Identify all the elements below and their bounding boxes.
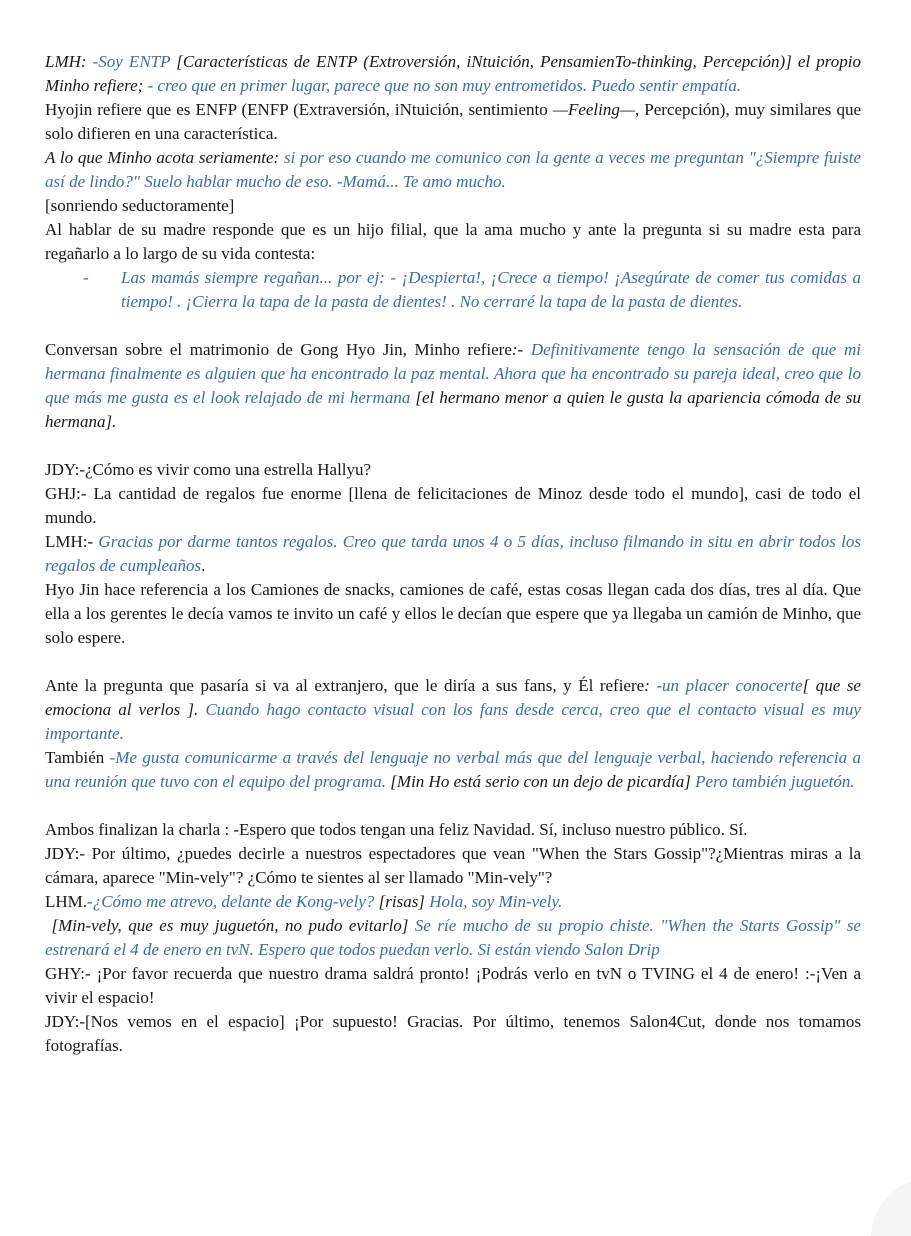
paragraph [45, 674, 861, 746]
text-run: LMH:- [45, 532, 99, 551]
text-run: JDY:- Por último, ¿puedes decirle a nuestros espectadores que vean "When the Stars Gossip"?¿Mientras miras a la cámara, aparece "Min-vely"? ¿Cómo te sientes al ser llamado "Min-vely"? [45, 844, 861, 887]
paragraph [45, 50, 861, 98]
paragraph [45, 818, 861, 842]
paragraph [45, 338, 861, 434]
blank-line [45, 650, 861, 674]
text-run: JDY:-[Nos vemos en el espacio] ¡Por supuesto! Gracias. Por último, tenemos Salon4Cut, donde nos tomamos fotografías. [45, 1012, 861, 1055]
text-run: , Percepción), muy similares que solo difieren en una característica. [45, 100, 862, 143]
text-run: [el hermano menor a quien le gusta la apariencia cómoda de su hermana]. [45, 388, 861, 431]
text-run: LMH: [45, 52, 93, 71]
text-run: A lo que Minho acota seriamente: [45, 148, 284, 167]
blank-line [45, 434, 861, 458]
text-body [45, 50, 861, 1058]
text-run: si por eso cuando me comunico con la gente a veces me preguntan "¿Siempre fuiste así de lindo?" Suelo hablar mucho de eso. -Mamá... Te amo mucho. [45, 148, 861, 191]
text-run: Definitivamente tengo la sensación de que mi hermana finalmente es alguien que ha encontrado la paz mental. Ahora que ha encontrado su pareja ideal, creo que lo que más me gusta es el look relajado de mi hermana [45, 340, 862, 407]
paragraph [45, 578, 861, 650]
text-run: :- [511, 340, 531, 359]
text-run: GHY:- ¡Por favor recuerda que nuestro drama saldrá pronto! ¡Podrás verlo en tvN o TVING el 4 de enero! :-¡Ven a vivir el espacio! [45, 964, 861, 1007]
paragraph [45, 482, 861, 530]
text-run: . [201, 556, 206, 575]
text-run: Pero también juguetón. [695, 772, 855, 791]
text-run: Al hablar de su madre responde que es un hijo filial, que la ama mucho y ante la pregunta si su madre esta para regañarlo a lo largo de su vida contesta: [45, 220, 861, 263]
bullet-paragraph [45, 266, 861, 314]
paragraph [45, 842, 861, 890]
paragraph [45, 218, 861, 266]
text-run: Ante la pregunta que pasaría si va al extranjero, que le diría a sus fans, y Él refiere [45, 676, 645, 695]
text-run: [risas] [378, 892, 430, 911]
text-run: [ que se emociona al verlos ]. [45, 676, 861, 719]
text-run: : [644, 676, 657, 695]
text-run: - creo que en primer lugar, parece que no son muy entrometidos. Puedo sentir empatía. [147, 76, 742, 95]
paragraph [45, 98, 861, 146]
text-run: Hola, soy Min-vely. [429, 892, 563, 911]
text-run: Cuando hago contacto visual con los fans desde cerca, creo que el contacto visual es muy importante. [45, 700, 861, 743]
text-run: También [45, 748, 110, 767]
text-run: -¿Cómo me atrevo, delante de Kong-vely? [87, 892, 379, 911]
text-run: Conversan sobre el matrimonio de Gong Hyo Jin, Minho refiere [45, 340, 512, 359]
text-run: GHJ:- La cantidad de regalos fue enorme [llena de felicitaciones de Minoz desde todo el mundo], casi de todo el mundo. [45, 484, 861, 527]
text-run: LHM. [45, 892, 88, 911]
text-run: [Min Ho está serio con un dejo de picardía] [390, 772, 696, 791]
bullet-dash: - [83, 268, 89, 287]
text-run: [Min-vely, que es muy juguetón, no pudo evitarlo] [45, 916, 415, 935]
text-run: Ambos finalizan la charla : -Espero que todos tengan una feliz Navidad. Sí, incluso nuestro público. Sí. [45, 820, 748, 839]
text-run: -un placer conocerte [656, 676, 803, 695]
floating-corner-circle[interactable] [871, 1178, 911, 1236]
blank-line [45, 794, 861, 818]
text-run: [sonriendo seductoramente] [45, 196, 235, 215]
text-run: Se ríe mucho de su propio chiste. "When the Starts Gossip" se estrenará el 4 de enero en tvN. Espero que todos puedan verlo. Si están viendo Salon Drip [45, 916, 861, 959]
paragraph [45, 914, 861, 962]
paragraph [45, 962, 861, 1010]
paragraph [45, 1010, 861, 1058]
paragraph [45, 458, 861, 482]
text-run: JDY:-¿Cómo es vivir como una estrella Hallyu? [45, 460, 372, 479]
text-run: Gracias por darme tantos regalos. Creo que tarda unos 4 o 5 días, incluso filmando in situ en abrir todos los regalos de cumpleaños [45, 532, 861, 575]
text-run: [Características de ENTP (Extroversión, iNtuición, PensamienTo-thinking, Percepción)] el propio Minho refiere; [45, 52, 861, 95]
text-run: -Me gusta comunicarme a través del lenguaje no verbal más que del lenguaje verbal, haciendo referencia a una reunión que tuvo con el equipo del programa. [45, 748, 861, 791]
text-run: Las mamás siempre regañan... por ej: - ¡Despierta!, ¡Crece a tiempo! ¡Asegúrate de comer tus comidas a tiempo! . ¡Cierra la tapa de la pasta de dientes! . No cerraré la tapa de la pasta de dientes. [121, 268, 861, 311]
paragraph [45, 746, 861, 794]
paragraph [45, 146, 861, 194]
blank-line [45, 314, 861, 338]
paragraph [45, 890, 861, 914]
text-run: Hyojin refiere que es ENFP (ENFP (Extraversión, iNtuición, sentimiento [45, 100, 553, 119]
text-run: Hyo Jin hace referencia a los Camiones de snacks, camiones de café, estas cosas llegan cada dos días, tres al día. Que ella a los gerentes le decía vamos te invito un café y ellos le decían que espere que ya llegaba un camión de Minho, que solo espere. [45, 580, 861, 647]
text-run: —Feeling— [552, 100, 635, 119]
paragraph [45, 530, 861, 578]
text-run: -Soy ENTP [92, 52, 177, 71]
paragraph [45, 194, 861, 218]
